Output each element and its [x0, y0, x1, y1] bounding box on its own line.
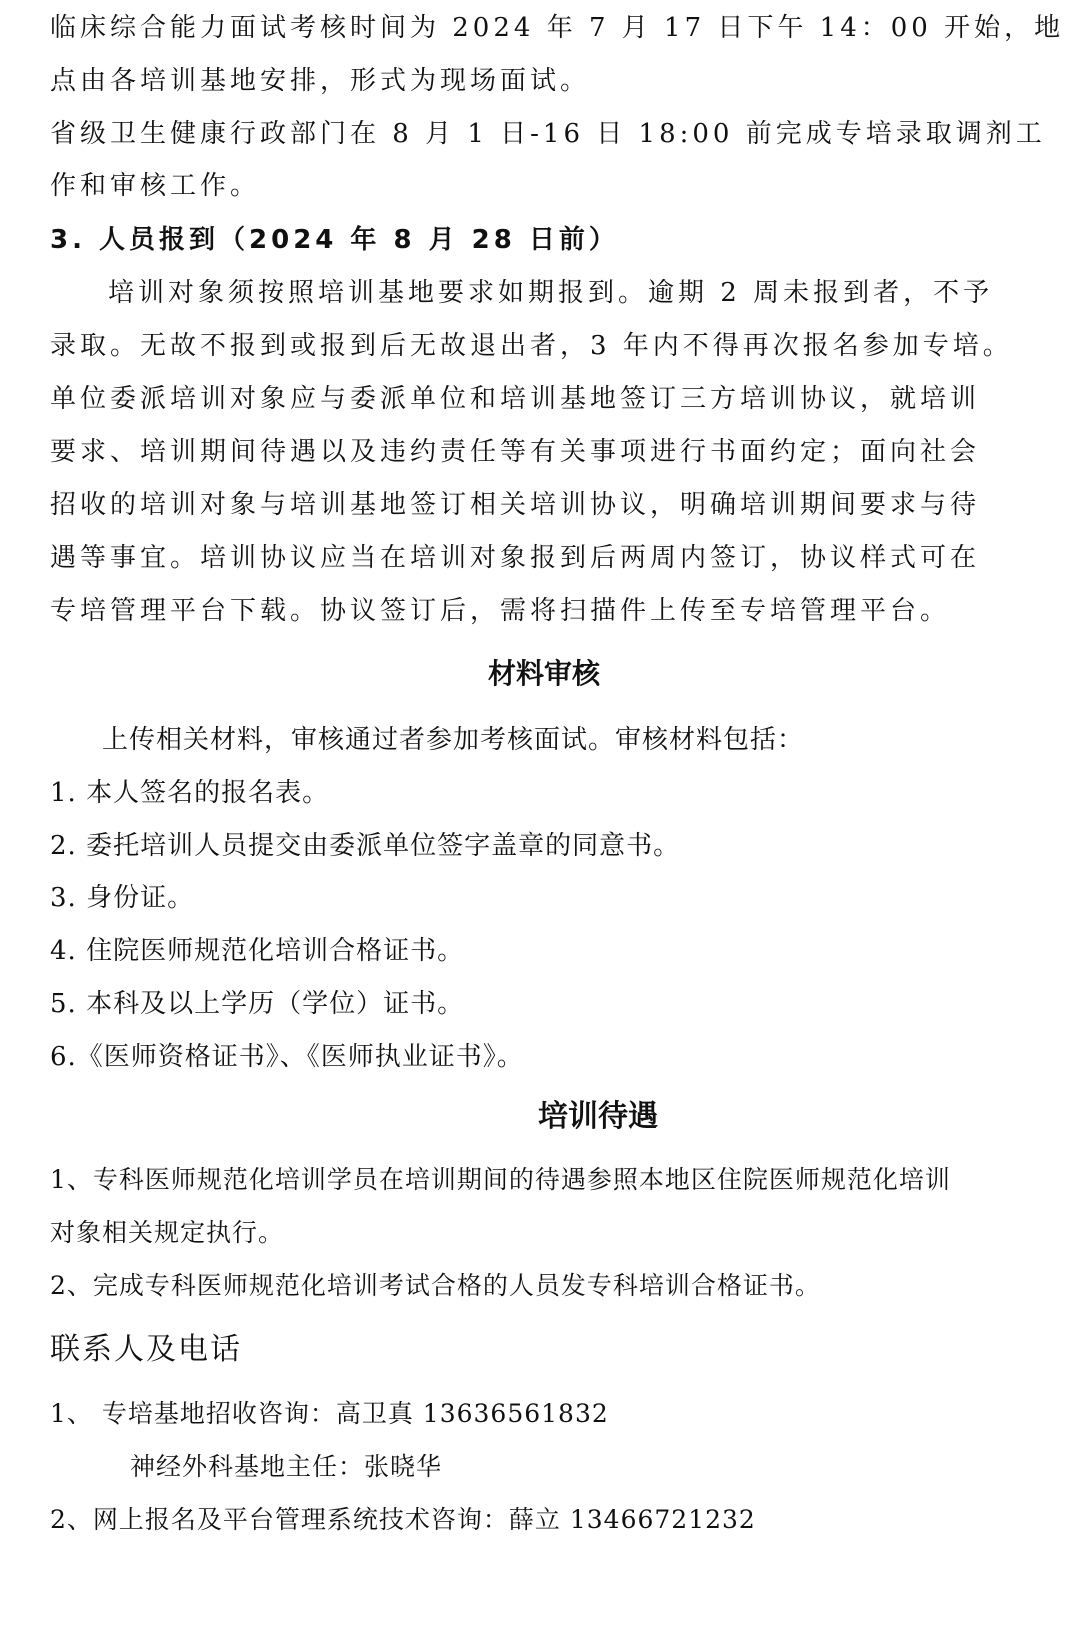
report-line-2: 录取。无故不报到或报到后无故退出者，3 年内不得再次报名参加专培。 — [50, 331, 1013, 361]
materials-item-3: 3. 身份证。 — [50, 883, 195, 913]
report-line-1: 培训对象须按照培训基地要求如期报到。逾期 2 周未报到者，不予 — [108, 278, 994, 308]
materials-intro: 上传相关材料，审核通过者参加考核面试。审核材料包括： — [102, 725, 805, 755]
contacts-title: 联系人及电话 — [50, 1332, 242, 1367]
treatment-title: 培训待遇 — [538, 1099, 658, 1134]
materials-item-4: 4. 住院医师规范化培训合格证书。 — [50, 936, 465, 966]
intro-line-2: 点由各培训基地安排，形式为现场面试。 — [50, 66, 591, 96]
treatment-line-1: 1、专科医师规范化培训学员在培训期间的待遇参照本地区住院医师规范化培训 — [50, 1165, 951, 1194]
report-line-7: 专培管理平台下载。协议签订后，需将扫描件上传至专培管理平台。 — [50, 596, 951, 626]
report-line-4: 要求、培训期间待遇以及违约责任等有关事项进行书面约定；面向社会 — [50, 437, 981, 467]
contacts-line-2: 神经外科基地主任：张晓华 — [130, 1452, 443, 1481]
contacts-line-1: 1、 专培基地招收咨询：高卫真 13636561832 — [50, 1399, 609, 1428]
materials-item-2: 2. 委托培训人员提交由委派单位签字盖章的同意书。 — [50, 831, 681, 861]
contacts-line-3: 2、网上报名及平台管理系统技术咨询：薛立 13466721232 — [50, 1505, 756, 1534]
intro-line-4: 作和审核工作。 — [50, 171, 261, 201]
materials-title: 材料审核 — [488, 657, 601, 690]
report-line-5: 招收的培训对象与培训基地签订相关培训协议，明确培训期间要求与待 — [50, 490, 981, 520]
report-line-3: 单位委派培训对象应与委派单位和培训基地签订三方培训协议，就培训 — [50, 384, 981, 414]
treatment-line-3: 2、完成专科医师规范化培训考试合格的人员发专科培训合格证书。 — [50, 1271, 821, 1300]
materials-item-5: 5. 本科及以上学历（学位）证书。 — [50, 989, 465, 1019]
materials-item-6: 6.《医师资格证书》、《医师执业证书》。 — [50, 1042, 524, 1072]
treatment-line-2: 对象相关规定执行。 — [50, 1218, 285, 1247]
report-heading: 3. 人员报到（2024 年 8 月 28 日前） — [50, 225, 619, 255]
intro-line-3: 省级卫生健康行政部门在 8 月 1 日-16 日 18:00 前完成专培录取调剂工 — [50, 119, 1046, 149]
materials-item-1: 1. 本人签名的报名表。 — [50, 778, 330, 808]
report-line-6: 遇等事宜。培训协议应当在培训对象报到后两周内签订，协议样式可在 — [50, 543, 981, 573]
intro-line-1: 临床综合能力面试考核时间为 2024 年 7 月 17 日下午 14：00 开始，地 — [50, 13, 1065, 43]
